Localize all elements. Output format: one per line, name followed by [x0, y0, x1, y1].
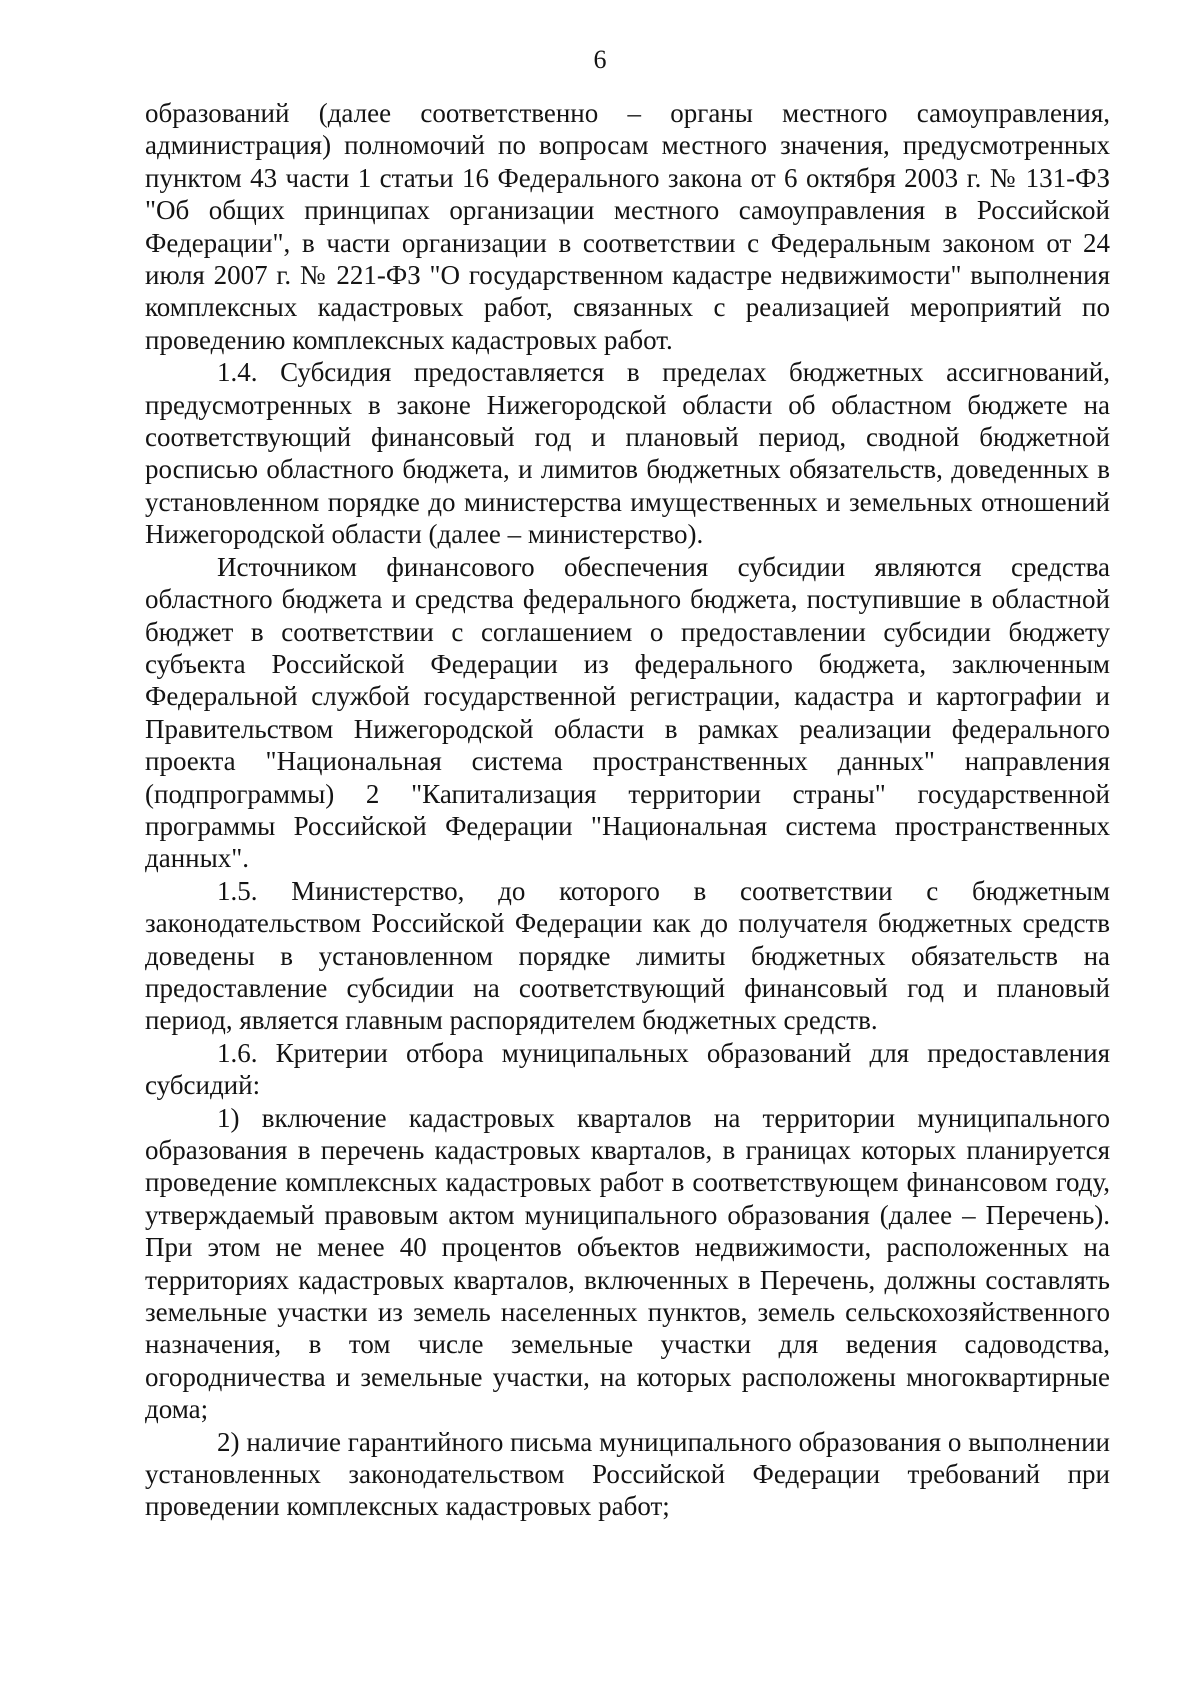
criteria-item-1: 1) включение кадастровых кварталов на территории муниципального образования в перечень кадастровых кварталов, в границах которых планируется проведение комплексных кадастровых работ в соответствующем финансовом году, утверждаемый правовым актом муниципального образования (далее – Перечень). При этом не менее 40 процентов объектов недвижимости, расположенных на территориях кадастровых кварталов, включенных в Перечень, должны составлять земельные участки из земель населенных пунктов, земель сельскохозяйственного назначения, в том числе земельные участки для ведения садоводства, огородничества и земельные участки, на которых расположены многоквартирные дома; [145, 1102, 1110, 1425]
paragraph-funding-source: Источником финансового обеспечения субсидии являются средства областного бюджета и средства федерального бюджета, поступившие в областной бюджет в соответствии с соглашением о предоставлении субсидии бюджету субъекта Российской Федерации из федерального бюджета, заключенным Федеральной службой государственной регистрации, кадастра и картографии и Правительством Нижегородской области в рамках реализации федерального проекта "Национальная система пространственных данных" направления (подпрограммы) 2 "Капитализация территории страны" государственной программы Российской Федерации "Национальная система пространственных данных". [145, 551, 1110, 874]
paragraph-1-5: 1.5. Министерство, до которого в соответствии с бюджетным законодательством Российской Федерации как до получателя бюджетных средств доведены в установленном порядке лимиты бюджетных обязательств на предоставление субсидии на соответствующий финансовый год и плановый период, является главным распорядителем бюджетных средств. [145, 875, 1110, 1036]
paragraph-1-4: 1.4. Субсидия предоставляется в пределах бюджетных ассигнований, предусмотренных в законе Нижегородской области об областном бюджете на соответствующий финансовый год и плановый период, сводной бюджетной росписью областного бюджета, и лимитов бюджетных обязательств, доведенных в установленном порядке до министерства имущественных и земельных отношений Нижегородской области (далее – министерство). [145, 357, 1110, 550]
paragraph-continuation: образований (далее соответственно – органы местного самоуправления, администрация) полномочий по вопросам местного значения, предусмотренных пунктом 43 части 1 статьи 16 Федерального закона от 6 октября 2003 г. № 131-ФЗ "Об общих принципах организации местного самоуправления в Российской Федерации", в части организации в соответствии с Федеральным законом от 24 июля 2007 г. № 221-ФЗ "О государственном кадастре недвижимости" выполнения комплексных кадастровых работ, связанных с реализацией мероприятий по проведению комплексных кадастровых работ. [145, 98, 1110, 355]
page-number: 6 [593, 45, 607, 74]
document-body [145, 97, 1110, 1523]
paragraph-1-6: 1.6. Критерии отбора муниципальных образований для предоставления субсидий: [145, 1037, 1110, 1101]
criteria-item-2: 2) наличие гарантийного письма муниципального образования о выполнении установленных законодательством Российской Федерации требований при проведении комплексных кадастровых работ; [145, 1426, 1110, 1522]
